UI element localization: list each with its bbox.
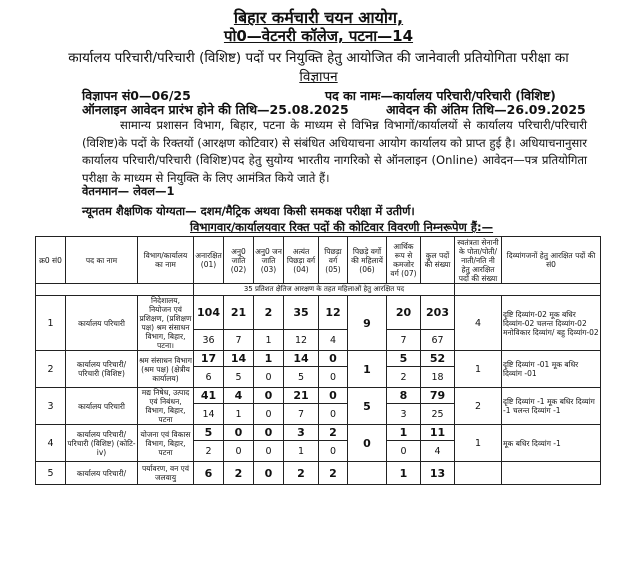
divyang-reservation: दृष्टि दिव्यांग-02 मूक बधिर दिव्यांग-02 चलन्त दिव्यांग-02 मनोविकार दिव्यांग/ बहु दिव्यांग-02 xyxy=(502,296,601,351)
serial-number: 2 xyxy=(36,351,66,388)
vacancy-count: 21 xyxy=(284,388,319,404)
vacancy-count: 14 xyxy=(284,351,319,367)
post-name: कार्यालय परिचारी xyxy=(66,388,138,425)
advert-number: विज्ञापन सं0—06/25 xyxy=(82,88,191,103)
column-header: विभाग/कार्यालय का नाम xyxy=(138,237,194,284)
divyang-reservation xyxy=(502,462,601,485)
women-reservation-note: 35 प्रतिशत क्षैतिज आरक्षण के तहत महिलाओं हेतु आरक्षित पद xyxy=(194,284,455,296)
column-header: पिछड़े वर्गो की महिलायें (06) xyxy=(348,237,387,284)
min-qualification: न्यूनतम शैक्षणिक योग्यता— दशम/मैट्रिक अथवा किसी समकक्ष परीक्षा में उतीर्ण। xyxy=(82,204,415,218)
vacancy-count: 12 xyxy=(319,296,348,330)
department-name: मद्य निषेध, उत्पाद एवं निबंधन, विभाग, बिहार, पटना xyxy=(138,388,194,425)
vacancy-count: 0 xyxy=(319,388,348,404)
vacancy-count: 0 xyxy=(224,425,254,441)
post-name: कार्यालय परिचारी/ परिचारी (विशिष्ट) xyxy=(66,351,138,388)
women-ews-count: 2 xyxy=(387,367,421,388)
vacancy-count: 2 xyxy=(319,462,348,485)
column-header: दिव्यांगजनों हेतु आरक्षित पदों की सं0 xyxy=(502,237,601,284)
ews-count: 1 xyxy=(387,462,421,485)
column-header: अत्यंत पिछड़ा वर्ग (04) xyxy=(284,237,319,284)
org-address: पो0—वेटनरी कॉलेज, पटना—14 xyxy=(223,27,414,45)
total-posts: 79 xyxy=(421,388,455,404)
women-vacancy-count: 0 xyxy=(319,441,348,462)
column-header: पद का नाम xyxy=(66,237,138,284)
bc-women-count: 0 xyxy=(348,425,387,462)
exam-title-line2: विज्ञापन xyxy=(299,69,338,85)
column-header: आर्थिक रूप से कमजोर वर्ग (07) xyxy=(387,237,421,284)
serial-number: 4 xyxy=(36,425,66,462)
ews-count: 5 xyxy=(387,351,421,367)
vacancy-count: 21 xyxy=(224,296,254,330)
women-vacancy-count: 1 xyxy=(254,330,284,351)
freedom-fighter-count: 1 xyxy=(455,425,502,462)
women-vacancy-count: 6 xyxy=(194,367,224,388)
ews-count: 8 xyxy=(387,388,421,404)
column-header: पिछड़ा वर्ग (05) xyxy=(319,237,348,284)
vacancy-count: 1 xyxy=(254,351,284,367)
application-end-date: आवेदन की अंतिम तिथि—26.09.2025 xyxy=(386,102,586,117)
serial-number: 5 xyxy=(36,462,66,485)
application-start-date: ऑनलाइन आवेदन प्रारंभ होने की तिथि—25.08.2025 xyxy=(82,102,349,117)
freedom-fighter-count: 1 xyxy=(455,351,502,388)
women-vacancy-count: 0 xyxy=(254,367,284,388)
women-vacancy-count: 14 xyxy=(194,404,224,425)
women-total-posts: 18 xyxy=(421,367,455,388)
women-total-posts: 25 xyxy=(421,404,455,425)
vacancy-count: 35 xyxy=(284,296,319,330)
vacancy-count: 2 xyxy=(319,425,348,441)
women-reservation-note-row xyxy=(36,284,601,296)
post-name: कार्यालय परिचारी xyxy=(66,296,138,351)
column-header: अनु0 जन जाति (03) xyxy=(254,237,284,284)
column-header: क्र0 सं0 xyxy=(36,237,66,284)
table-title: विभागवार/कार्यालयवार रिक्त पदों की कोटिवार विवरणी निम्नरूपेण हैं:— xyxy=(190,220,494,234)
total-posts: 11 xyxy=(421,425,455,441)
vacancy-count: 17 xyxy=(194,351,224,367)
table-row xyxy=(36,462,601,485)
women-vacancy-count: 7 xyxy=(284,404,319,425)
total-posts: 52 xyxy=(421,351,455,367)
vacancy-count: 6 xyxy=(194,462,224,485)
vacancy-count: 2 xyxy=(284,462,319,485)
vacancy-table xyxy=(35,236,601,485)
women-total-posts: 67 xyxy=(421,330,455,351)
women-total-posts: 4 xyxy=(421,441,455,462)
ews-count: 20 xyxy=(387,296,421,330)
women-ews-count: 0 xyxy=(387,441,421,462)
women-vacancy-count: 36 xyxy=(194,330,224,351)
department-name: पर्यावरण, वन एवं जलवायु xyxy=(138,462,194,485)
vacancy-count: 0 xyxy=(254,462,284,485)
table-header-row xyxy=(36,237,601,284)
column-header: अनु0 जाति (02) xyxy=(224,237,254,284)
table-row xyxy=(36,425,601,441)
women-vacancy-count: 1 xyxy=(284,441,319,462)
vacancy-count: 104 xyxy=(194,296,224,330)
total-posts: 13 xyxy=(421,462,455,485)
women-vacancy-count: 0 xyxy=(224,441,254,462)
vacancy-count: 14 xyxy=(224,351,254,367)
women-vacancy-count: 0 xyxy=(319,367,348,388)
vacancy-count: 0 xyxy=(254,388,284,404)
women-vacancy-count: 0 xyxy=(254,441,284,462)
department-name: योजना एवं विकास विभाग, बिहार, पटना xyxy=(138,425,194,462)
women-vacancy-count: 0 xyxy=(319,404,348,425)
women-vacancy-count: 0 xyxy=(254,404,284,425)
post-name: पद का नामः—कार्यालय परिचारी/परिचारी (विशिष्ट) xyxy=(325,88,556,103)
freedom-fighter-count xyxy=(455,462,502,485)
divyang-reservation: मूक बधिर दिव्यांग -1 xyxy=(502,425,601,462)
org-name: बिहार कर्मचारी चयन आयोग, xyxy=(233,8,404,27)
intro-paragraph: सामान्य प्रशासन विभाग, बिहार, पटना के माध्यम से विभिन्न विभागों/कार्यालयों से कार्यालय परिचारी/परिचारी (विशिष्ट)के पदों के रिक्तयों (आरक्षण कोटिवार) से संबंधित अधियाचना आयोग कार्यालय को प्राप्त हुई है। अधियाचनानुसार कार्यालय परिचारी/परिचारी (विशिष्ट)पद हेतु सुयोग्य भारतीय नागरिको से ऑनलाइन (Online) आवेदन—पत्र प्रतियोगिता परीक्षा के माध्यम से नियुक्ति के लिए आमंत्रित किये जाते हैं। xyxy=(82,118,587,185)
women-vacancy-count: 7 xyxy=(224,330,254,351)
total-posts: 203 xyxy=(421,296,455,330)
vacancy-count: 5 xyxy=(194,425,224,441)
freedom-fighter-count: 4 xyxy=(455,296,502,351)
column-header: कुल पदों की संख्या xyxy=(421,237,455,284)
bc-women-count: 9 xyxy=(348,296,387,351)
department-name: श्रम संसाधन विभाग (श्रम पक्ष) (क्षेत्रीय कार्यालय) xyxy=(138,351,194,388)
post-name: कार्यालय परिचारी/ परिचारी (विशिष्ट) (कोटि-iv) xyxy=(66,425,138,462)
exam-title-line1: कार्यालय परिचारी/परिचारी (विशिष्ट) पदों पर नियुक्ति हेतु आयोजित की जानेवाली प्रतियोगिता परीक्षा का xyxy=(68,50,569,66)
vacancy-count: 41 xyxy=(194,388,224,404)
vacancy-count: 4 xyxy=(224,388,254,404)
empty-cell xyxy=(455,284,601,296)
divyang-reservation: दृष्टि दिव्यांग -01 मूक बधिर दिव्यांग -01 xyxy=(502,351,601,388)
vacancy-count: 3 xyxy=(284,425,319,441)
women-vacancy-count: 1 xyxy=(224,404,254,425)
women-vacancy-count: 4 xyxy=(319,330,348,351)
column-header: अनारक्षित (01) xyxy=(194,237,224,284)
women-vacancy-count: 12 xyxy=(284,330,319,351)
bc-women-count xyxy=(348,462,387,485)
table-row xyxy=(36,296,601,330)
pay-scale: वेतनमान— लेवल—1 xyxy=(82,184,175,198)
empty-cell xyxy=(36,284,194,296)
women-vacancy-count: 2 xyxy=(194,441,224,462)
bc-women-count: 5 xyxy=(348,388,387,425)
vacancy-count: 2 xyxy=(224,462,254,485)
vacancy-count: 0 xyxy=(254,425,284,441)
table-row xyxy=(36,388,601,404)
freedom-fighter-count: 2 xyxy=(455,388,502,425)
women-vacancy-count: 5 xyxy=(284,367,319,388)
vacancy-count: 0 xyxy=(319,351,348,367)
vacancy-count: 2 xyxy=(254,296,284,330)
divyang-reservation: दृष्टि दिव्यांग -1 मूक बधिर दिव्यांग -1 चलन्त दिव्यांग -1 xyxy=(502,388,601,425)
women-ews-count: 3 xyxy=(387,404,421,425)
post-name: कार्यालय परिचारी/ xyxy=(66,462,138,485)
ews-count: 1 xyxy=(387,425,421,441)
column-header: स्वतंत्रता सेनानी के पोता/पोती/नाती/नति नी हेतु आरक्षित पदों की संख्या xyxy=(455,237,502,284)
department-name: निदेशालय, नियोजन एवं प्रशिक्षण, (प्रशिक्षण पक्ष) श्रम संसाधन विभाग, बिहार, पटना। xyxy=(138,296,194,351)
serial-number: 3 xyxy=(36,388,66,425)
table-row xyxy=(36,351,601,367)
serial-number: 1 xyxy=(36,296,66,351)
bc-women-count: 1 xyxy=(348,351,387,388)
women-ews-count: 7 xyxy=(387,330,421,351)
women-vacancy-count: 5 xyxy=(224,367,254,388)
